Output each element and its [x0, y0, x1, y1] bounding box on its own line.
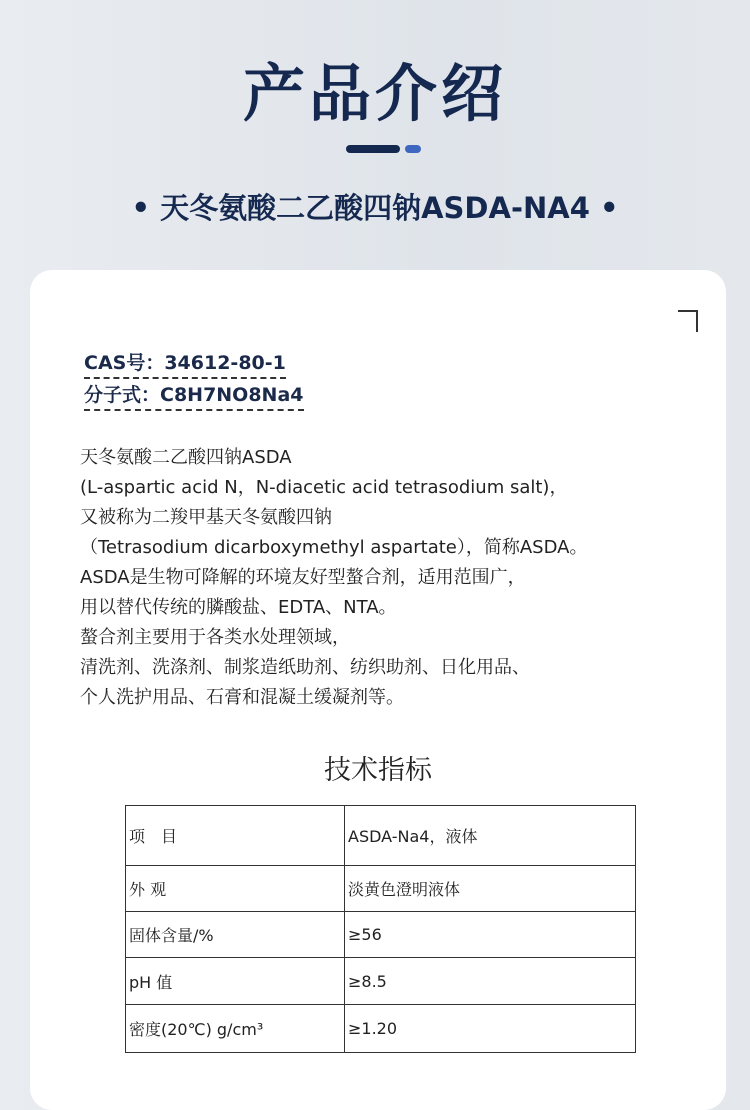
row-value: ≥1.20 — [345, 1005, 636, 1053]
spec-table — [125, 805, 636, 1053]
product-subtitle: • 天冬氨酸二乙酸四钠ASDA-NA4 • — [131, 191, 619, 225]
title-divider — [346, 145, 400, 153]
table-row — [126, 1005, 636, 1053]
corner-bracket-icon — [678, 310, 698, 332]
description-line: 天冬氨酸二乙酸四钠ASDA — [80, 447, 292, 468]
row-value: 淡黄色澄明液体 — [345, 866, 636, 912]
description-line: 螯合剂主要用于各类水处理领域， — [80, 627, 350, 648]
row-key: 外 观 — [126, 866, 345, 912]
title-divider-dot — [405, 145, 421, 153]
description-line: 个人洗护用品、石膏和混凝土缓凝剂等。 — [80, 687, 404, 708]
row-key: 密度(20℃) g/cm³ — [126, 1005, 345, 1053]
description-line: (L-aspartic acid N，N-diacetic acid tetrasodium salt)， — [80, 477, 568, 498]
product-description — [80, 443, 587, 713]
row-key: 固体含量/% — [126, 912, 345, 958]
page-title: 产品介绍 — [242, 57, 507, 130]
row-value: ASDA-Na4，液体 — [345, 806, 636, 866]
cas-number: CAS号：34612-80-1 — [84, 348, 286, 379]
description-line: 清洗剂、洗涤剂、制浆造纸助剂、纺织助剂、日化用品、 — [80, 657, 530, 678]
row-value: ≥56 — [345, 912, 636, 958]
molecular-formula: 分子式：C8H7NO8Na4 — [84, 380, 304, 411]
table-row — [126, 866, 636, 912]
row-key: 项 目 — [126, 806, 345, 866]
product-card — [30, 270, 726, 1110]
table-row — [126, 958, 636, 1005]
row-key: pH 值 — [126, 958, 345, 1005]
table-row — [126, 806, 636, 866]
description-line: ASDA是生物可降解的环境友好型螯合剂，适用范围广， — [80, 567, 526, 588]
description-line: （Tetrasodium dicarboxymethyl aspartate），简称ASDA。 — [80, 537, 588, 558]
spec-table-title: 技术指标 — [324, 755, 432, 786]
table-row — [126, 912, 636, 958]
description-line: 又被称为二羧甲基天冬氨酸四钠 — [80, 507, 332, 528]
row-value: ≥8.5 — [345, 958, 636, 1005]
description-line: 用以替代传统的膦酸盐、EDTA、NTA。 — [80, 597, 397, 618]
